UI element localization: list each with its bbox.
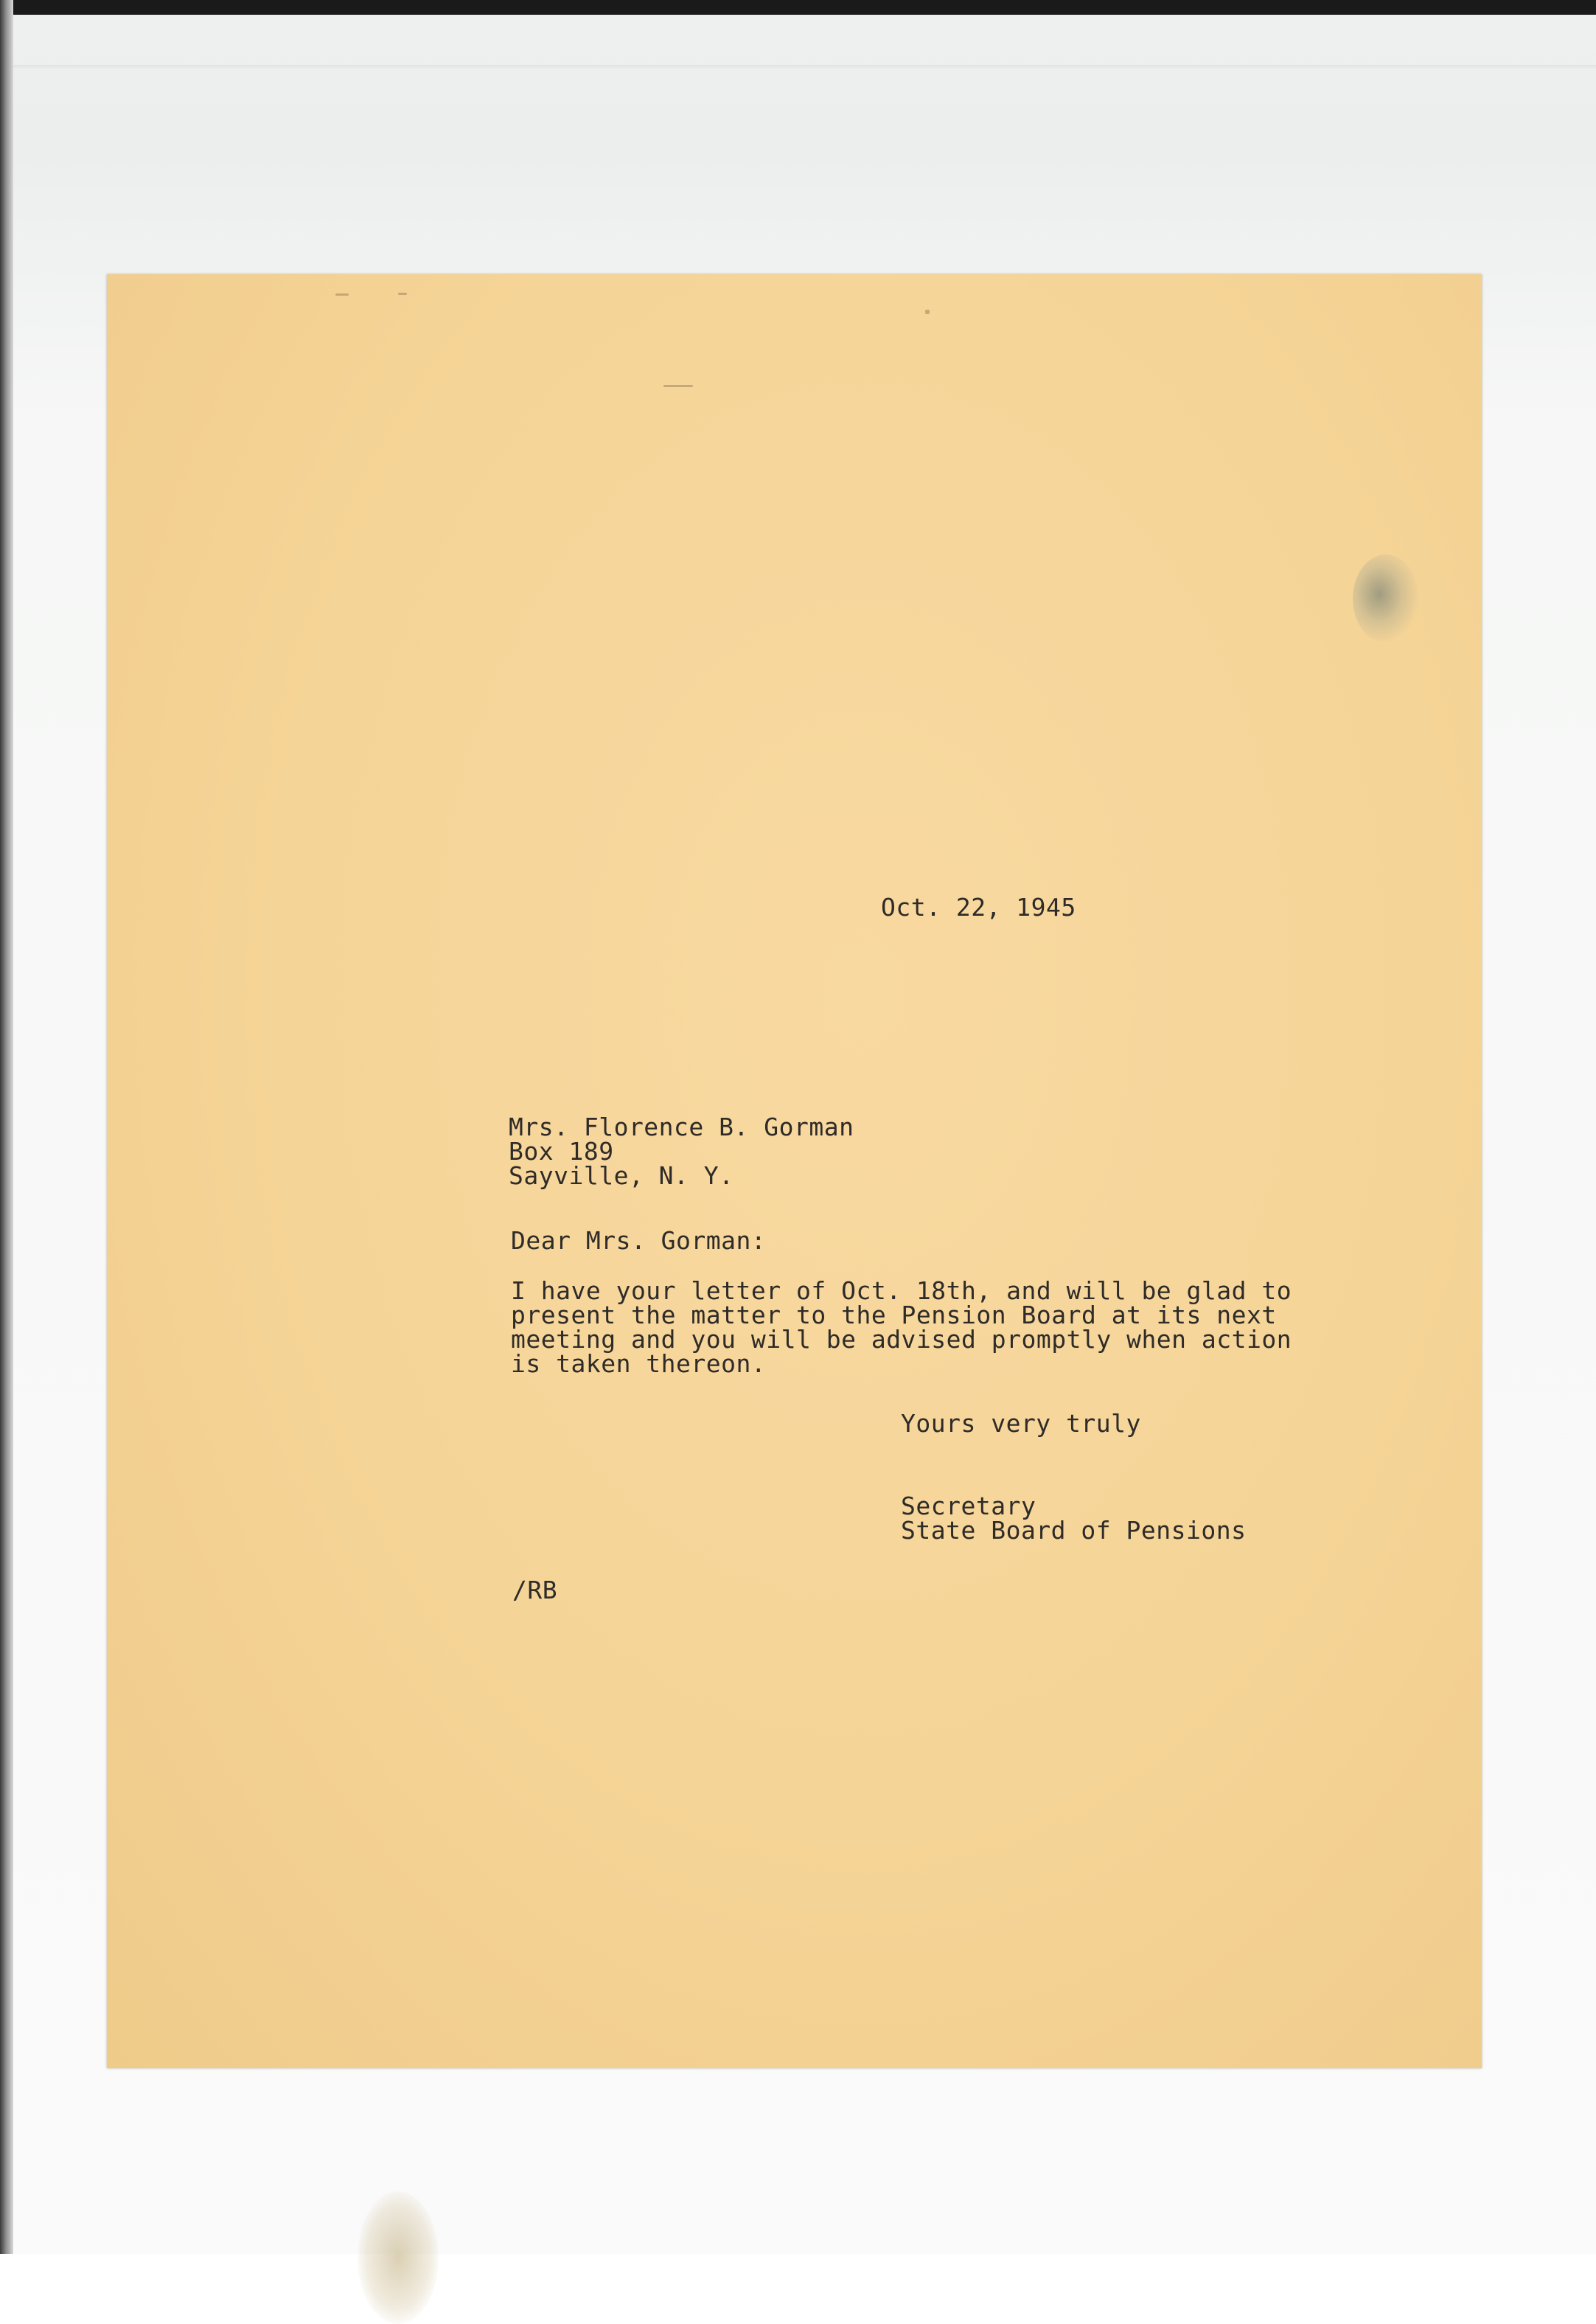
ink-smudge xyxy=(1353,554,1419,643)
recipient-city: Sayville, N. Y. xyxy=(509,1161,734,1190)
letter-sheet xyxy=(107,274,1482,2068)
scanner-frame-top xyxy=(0,0,1596,15)
paper-speck xyxy=(925,310,930,314)
scanner-frame-left xyxy=(0,0,13,2254)
typist-initials: /RB xyxy=(512,1576,558,1604)
paper-speck xyxy=(335,293,349,296)
body-line: meeting and you will be advised promptly when action xyxy=(511,1325,1292,1354)
paper-speck xyxy=(663,385,693,387)
body-line: is taken thereon. xyxy=(511,1349,767,1378)
recipient-name: Mrs. Florence B. Gorman xyxy=(509,1113,854,1141)
backing-edge xyxy=(13,65,1596,69)
paper-speck xyxy=(398,293,407,295)
letter-body xyxy=(511,1278,1292,1376)
signature-block xyxy=(901,1492,1247,1545)
body-line: present the matter to the Pension Board at its next xyxy=(511,1301,1277,1329)
signature-title: Secretary xyxy=(901,1492,1036,1520)
body-line: I have your letter of Oct. 18th, and will be glad to xyxy=(511,1276,1292,1305)
closing: Yours very truly xyxy=(901,1409,1141,1438)
salutation: Dear Mrs. Gorman: xyxy=(511,1226,767,1255)
signature-organization: State Board of Pensions xyxy=(901,1516,1247,1545)
paper-stain xyxy=(358,2191,439,2324)
letter-date: Oct. 22, 1945 xyxy=(881,893,1076,922)
recipient-box: Box 189 xyxy=(509,1137,614,1166)
recipient-address xyxy=(509,1115,854,1188)
